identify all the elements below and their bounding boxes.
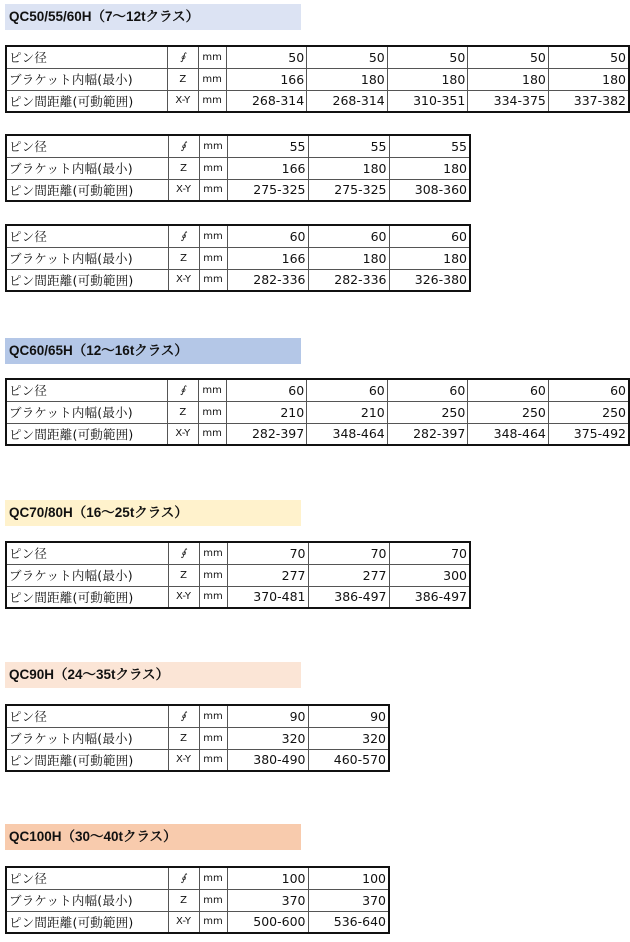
row-label: ピン間距離(可動範囲)	[6, 911, 168, 933]
value-cell: 460-570	[308, 749, 389, 771]
value-cell: 166	[227, 157, 308, 179]
table-row	[6, 542, 470, 564]
row-symbol: ∮	[168, 705, 199, 727]
row-symbol: ∮	[168, 135, 199, 157]
row-unit: mm	[198, 68, 226, 90]
row-label: ピン径	[6, 867, 168, 889]
table-row	[6, 46, 629, 68]
value-cell: 337-382	[548, 90, 629, 112]
value-cell: 166	[227, 247, 308, 269]
row-label: ピン間距離(可動範囲)	[6, 269, 168, 291]
row-unit: mm	[199, 269, 227, 291]
value-cell: 277	[227, 564, 308, 586]
value-cell: 180	[548, 68, 629, 90]
row-symbol: ∮	[167, 46, 198, 68]
row-symbol: ∮	[168, 867, 199, 889]
row-unit: mm	[199, 179, 227, 201]
value-cell: 348-464	[468, 423, 549, 445]
section-title: QC60/65H（12～16tクラス）	[5, 338, 301, 364]
table-row	[6, 867, 389, 889]
value-cell: 60	[307, 379, 388, 401]
table-row	[6, 705, 389, 727]
value-cell: 250	[387, 401, 468, 423]
row-label: ブラケット内幅(最小)	[6, 727, 168, 749]
row-symbol: ∮	[168, 542, 199, 564]
value-cell: 180	[307, 68, 388, 90]
table-row	[6, 749, 389, 771]
value-cell: 90	[308, 705, 389, 727]
table-row	[6, 727, 389, 749]
spec-table	[5, 378, 630, 446]
row-symbol: Z	[167, 68, 198, 90]
row-symbol: X-Y	[167, 90, 198, 112]
table-row	[6, 225, 470, 247]
section-title: QC90H（24～35tクラス）	[5, 662, 301, 688]
value-cell: 180	[468, 68, 549, 90]
row-unit: mm	[199, 542, 227, 564]
value-cell: 60	[227, 225, 308, 247]
value-cell: 50	[468, 46, 549, 68]
value-cell: 180	[389, 247, 470, 269]
value-cell: 250	[468, 401, 549, 423]
row-label: ピン間距離(可動範囲)	[6, 90, 167, 112]
value-cell: 370-481	[227, 586, 308, 608]
row-symbol: ∮	[167, 379, 198, 401]
row-unit: mm	[199, 225, 227, 247]
value-cell: 536-640	[308, 911, 389, 933]
spec-table	[5, 704, 390, 772]
row-label: ピン径	[6, 705, 168, 727]
value-cell: 100	[308, 867, 389, 889]
row-label: ブラケット内幅(最小)	[6, 68, 167, 90]
table-row	[6, 586, 470, 608]
row-label: ブラケット内幅(最小)	[6, 157, 168, 179]
row-label: ブラケット内幅(最小)	[6, 247, 168, 269]
row-label: ブラケット内幅(最小)	[6, 564, 168, 586]
row-symbol: ∮	[168, 225, 199, 247]
row-unit: mm	[199, 586, 227, 608]
value-cell: 210	[226, 401, 307, 423]
row-unit: mm	[199, 157, 227, 179]
row-unit: mm	[198, 90, 226, 112]
value-cell: 180	[308, 247, 389, 269]
row-label: ピン径	[6, 542, 168, 564]
table-row	[6, 179, 470, 201]
value-cell: 310-351	[387, 90, 468, 112]
value-cell: 348-464	[307, 423, 388, 445]
value-cell: 180	[308, 157, 389, 179]
row-unit: mm	[199, 749, 227, 771]
value-cell: 380-490	[227, 749, 308, 771]
value-cell: 210	[307, 401, 388, 423]
table-row	[6, 135, 470, 157]
row-unit: mm	[199, 135, 227, 157]
row-label: ピン径	[6, 135, 168, 157]
value-cell: 70	[227, 542, 308, 564]
table-row	[6, 911, 389, 933]
table-row	[6, 90, 629, 112]
row-label: ピン間距離(可動範囲)	[6, 586, 168, 608]
row-unit: mm	[199, 564, 227, 586]
table-row	[6, 247, 470, 269]
value-cell: 277	[308, 564, 389, 586]
value-cell: 386-497	[389, 586, 470, 608]
row-symbol: X-Y	[168, 586, 199, 608]
value-cell: 55	[308, 135, 389, 157]
section-title: QC50/55/60H（7～12tクラス）	[5, 4, 301, 30]
row-symbol: X-Y	[168, 749, 199, 771]
value-cell: 500-600	[227, 911, 308, 933]
value-cell: 250	[548, 401, 629, 423]
value-cell: 60	[226, 379, 307, 401]
value-cell: 370	[308, 889, 389, 911]
value-cell: 90	[227, 705, 308, 727]
row-label: ブラケット内幅(最小)	[6, 401, 167, 423]
value-cell: 275-325	[308, 179, 389, 201]
table-row	[6, 157, 470, 179]
value-cell: 50	[307, 46, 388, 68]
value-cell: 50	[387, 46, 468, 68]
table-row	[6, 889, 389, 911]
value-cell: 50	[226, 46, 307, 68]
value-cell: 320	[308, 727, 389, 749]
value-cell: 375-492	[548, 423, 629, 445]
spec-table	[5, 134, 471, 202]
row-unit: mm	[198, 423, 226, 445]
row-unit: mm	[198, 46, 226, 68]
value-cell: 370	[227, 889, 308, 911]
value-cell: 275-325	[227, 179, 308, 201]
section-title: QC100H（30～40tクラス）	[5, 824, 301, 850]
spec-table	[5, 45, 630, 113]
value-cell: 282-336	[227, 269, 308, 291]
value-cell: 60	[389, 225, 470, 247]
section-title: QC70/80H（16～25tクラス）	[5, 500, 301, 526]
value-cell: 320	[227, 727, 308, 749]
value-cell: 50	[548, 46, 629, 68]
row-symbol: Z	[168, 727, 199, 749]
value-cell: 55	[389, 135, 470, 157]
row-unit: mm	[199, 889, 227, 911]
value-cell: 326-380	[389, 269, 470, 291]
row-symbol: X-Y	[167, 423, 198, 445]
value-cell: 180	[387, 68, 468, 90]
row-symbol: Z	[167, 401, 198, 423]
value-cell: 55	[227, 135, 308, 157]
spec-table	[5, 866, 390, 934]
table-row	[6, 269, 470, 291]
table-row	[6, 564, 470, 586]
table-row	[6, 401, 629, 423]
value-cell: 268-314	[226, 90, 307, 112]
row-label: ピン径	[6, 225, 168, 247]
table-row	[6, 68, 629, 90]
value-cell: 60	[548, 379, 629, 401]
row-unit: mm	[198, 379, 226, 401]
row-label: ピン間距離(可動範囲)	[6, 179, 168, 201]
value-cell: 60	[308, 225, 389, 247]
row-unit: mm	[199, 705, 227, 727]
value-cell: 282-336	[308, 269, 389, 291]
value-cell: 386-497	[308, 586, 389, 608]
table-row	[6, 379, 629, 401]
value-cell: 282-397	[387, 423, 468, 445]
value-cell: 282-397	[226, 423, 307, 445]
row-label: ブラケット内幅(最小)	[6, 889, 168, 911]
row-unit: mm	[199, 727, 227, 749]
table-row	[6, 423, 629, 445]
row-symbol: Z	[168, 247, 199, 269]
row-symbol: X-Y	[168, 179, 199, 201]
value-cell: 60	[468, 379, 549, 401]
row-label: ピン間距離(可動範囲)	[6, 749, 168, 771]
row-symbol: Z	[168, 564, 199, 586]
value-cell: 70	[389, 542, 470, 564]
value-cell: 166	[226, 68, 307, 90]
value-cell: 300	[389, 564, 470, 586]
value-cell: 70	[308, 542, 389, 564]
value-cell: 60	[387, 379, 468, 401]
row-label: ピン径	[6, 46, 167, 68]
row-unit: mm	[199, 247, 227, 269]
value-cell: 180	[389, 157, 470, 179]
row-symbol: Z	[168, 157, 199, 179]
value-cell: 334-375	[468, 90, 549, 112]
row-symbol: X-Y	[168, 269, 199, 291]
row-symbol: X-Y	[168, 911, 199, 933]
row-unit: mm	[198, 401, 226, 423]
value-cell: 100	[227, 867, 308, 889]
value-cell: 308-360	[389, 179, 470, 201]
row-label: ピン間距離(可動範囲)	[6, 423, 167, 445]
spec-table	[5, 541, 471, 609]
row-unit: mm	[199, 867, 227, 889]
row-label: ピン径	[6, 379, 167, 401]
value-cell: 268-314	[307, 90, 388, 112]
spec-table	[5, 224, 471, 292]
row-symbol: Z	[168, 889, 199, 911]
row-unit: mm	[199, 911, 227, 933]
